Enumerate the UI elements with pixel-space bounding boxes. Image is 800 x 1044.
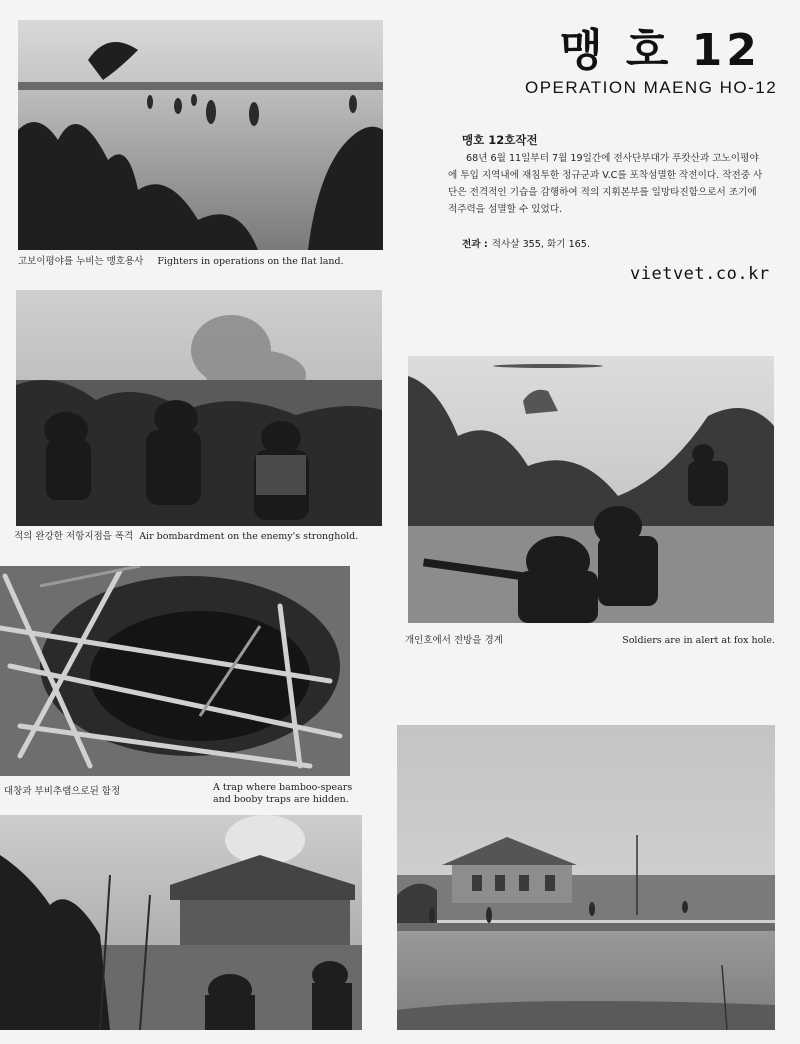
page-title-korean: 맹 호 12: [560, 25, 761, 76]
caption-korean: 적의 완강한 저항지점을 폭격: [14, 531, 134, 542]
caption-english: Fighters in operations on the flat land.: [157, 256, 344, 267]
story-heading: 맹호 12호작전: [462, 133, 538, 147]
caption-bamboo-trap-english: [213, 782, 352, 806]
caption-korean: 대창과 부비추랩으로된 함정: [4, 786, 121, 797]
story-body: [448, 150, 766, 218]
photo-river-house: [397, 725, 775, 1030]
result-label: 전과 :: [462, 239, 488, 250]
photo-flat-land: [18, 20, 383, 250]
caption-english: Air bombardment on the enemy's stronghold.: [139, 531, 359, 542]
result-text: 적사살 355, 화기 165.: [491, 239, 590, 250]
watermark: vietvet.co.kr: [630, 264, 770, 284]
caption-english: Soldiers are in alert at fox hole.: [622, 635, 775, 646]
caption-fox-hole: [405, 635, 775, 647]
story-paragraph: 68년 6월 11일부터 7월 19일간에 전사단부대가 푸캇산과 고노이평야에 투입 지역내에 재침투한 정규군과 V.C를 포착섬멸한 작전이다. 작전중 사단은 전격적인 기습을 감행하여 적의 지휘본부를 일망타진함으로서 조기에 적주력을 섬멸할 수 있었다.: [448, 153, 763, 215]
caption-english-line1: A trap where bamboo-spears: [213, 782, 353, 793]
caption-air-bombardment: [14, 531, 358, 543]
story-result: [462, 236, 590, 250]
caption-korean: 고보이평야를 누비는 맹호용사: [18, 256, 144, 267]
photo-air-bombardment: [16, 290, 382, 526]
caption-bamboo-trap: [4, 786, 134, 798]
caption-korean: 개인호에서 전방을 경계: [405, 635, 503, 646]
photo-burning-hut: [0, 815, 362, 1030]
caption-english-line2: and booby traps are hidden.: [213, 794, 349, 805]
caption-flat-land: [18, 256, 344, 268]
photo-bamboo-trap: [0, 566, 350, 776]
page-title-english: OPERATION MAENG HO-12: [525, 78, 778, 97]
photo-fox-hole: [408, 356, 774, 623]
